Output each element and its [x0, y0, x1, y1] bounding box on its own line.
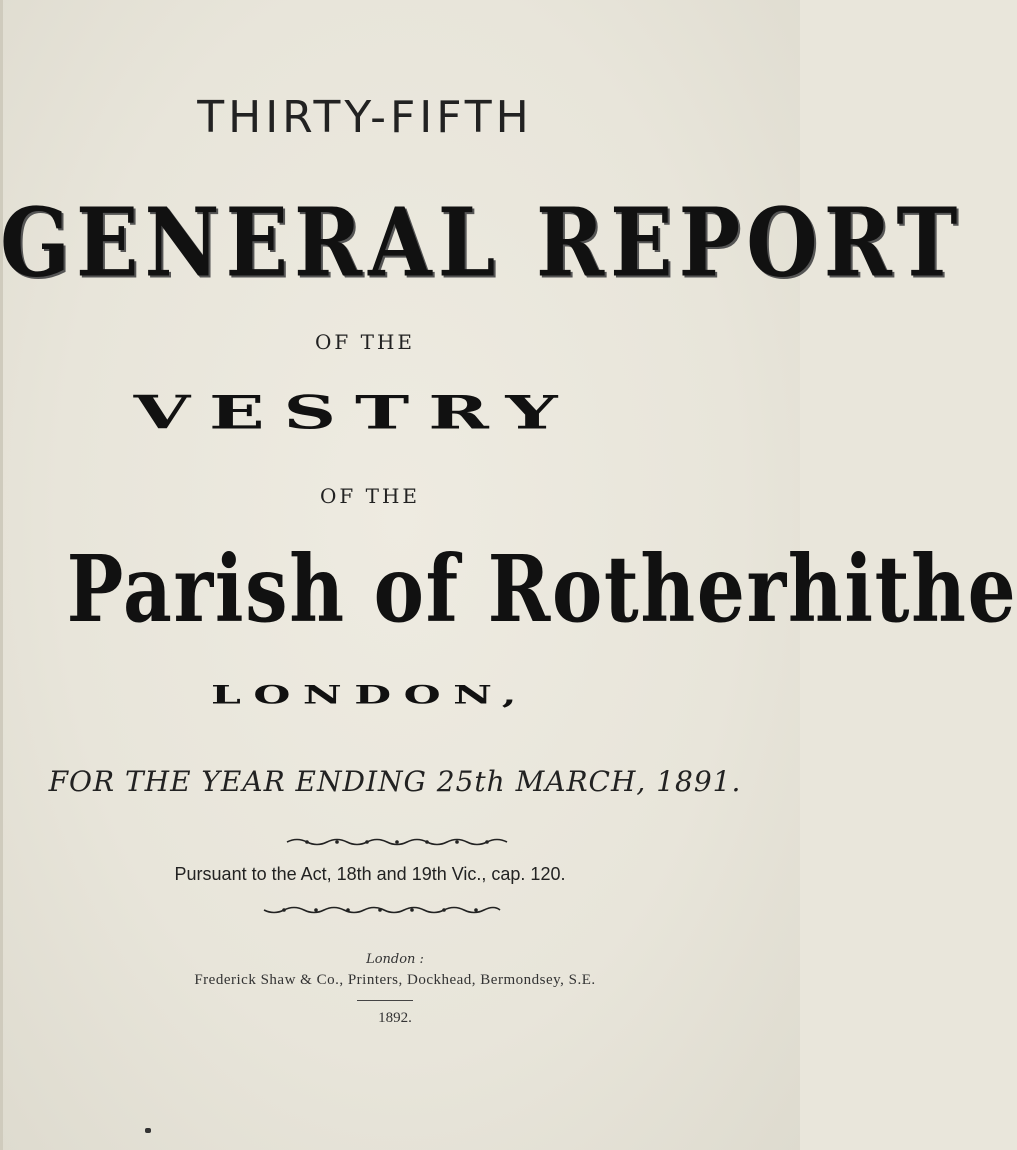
- city-heading: LONDON,: [210, 680, 530, 710]
- flourish-ornament: [262, 904, 502, 916]
- year-line: FOR THE YEAR ENDING 25th MARCH, 1891.: [48, 765, 742, 798]
- vestry-heading: VESTRY: [133, 385, 577, 440]
- pursuant-act-line: Pursuant to the Act, 18th and 19th Vic., cap. 120.: [174, 864, 566, 884]
- of-the-text-2: OF THE: [319, 484, 420, 508]
- imprint-year: 1892.: [378, 1010, 412, 1026]
- report-title: GENERAL REPORT: [0, 188, 964, 299]
- ink-speck: [145, 1128, 151, 1133]
- imprint-place: London :: [366, 952, 424, 967]
- flourish-ornament: [285, 836, 510, 848]
- of-the-text-1: OF THE: [314, 330, 415, 354]
- report-ordinal: THIRTY-FIFTH: [197, 92, 533, 143]
- printer-line: Frederick Shaw & Co., Printers, Dockhead, Bermondsey, S.E.: [194, 972, 596, 988]
- parish-heading: Parish of Rotherhithe: [66, 535, 1017, 643]
- imprint-rule: [357, 1000, 413, 1001]
